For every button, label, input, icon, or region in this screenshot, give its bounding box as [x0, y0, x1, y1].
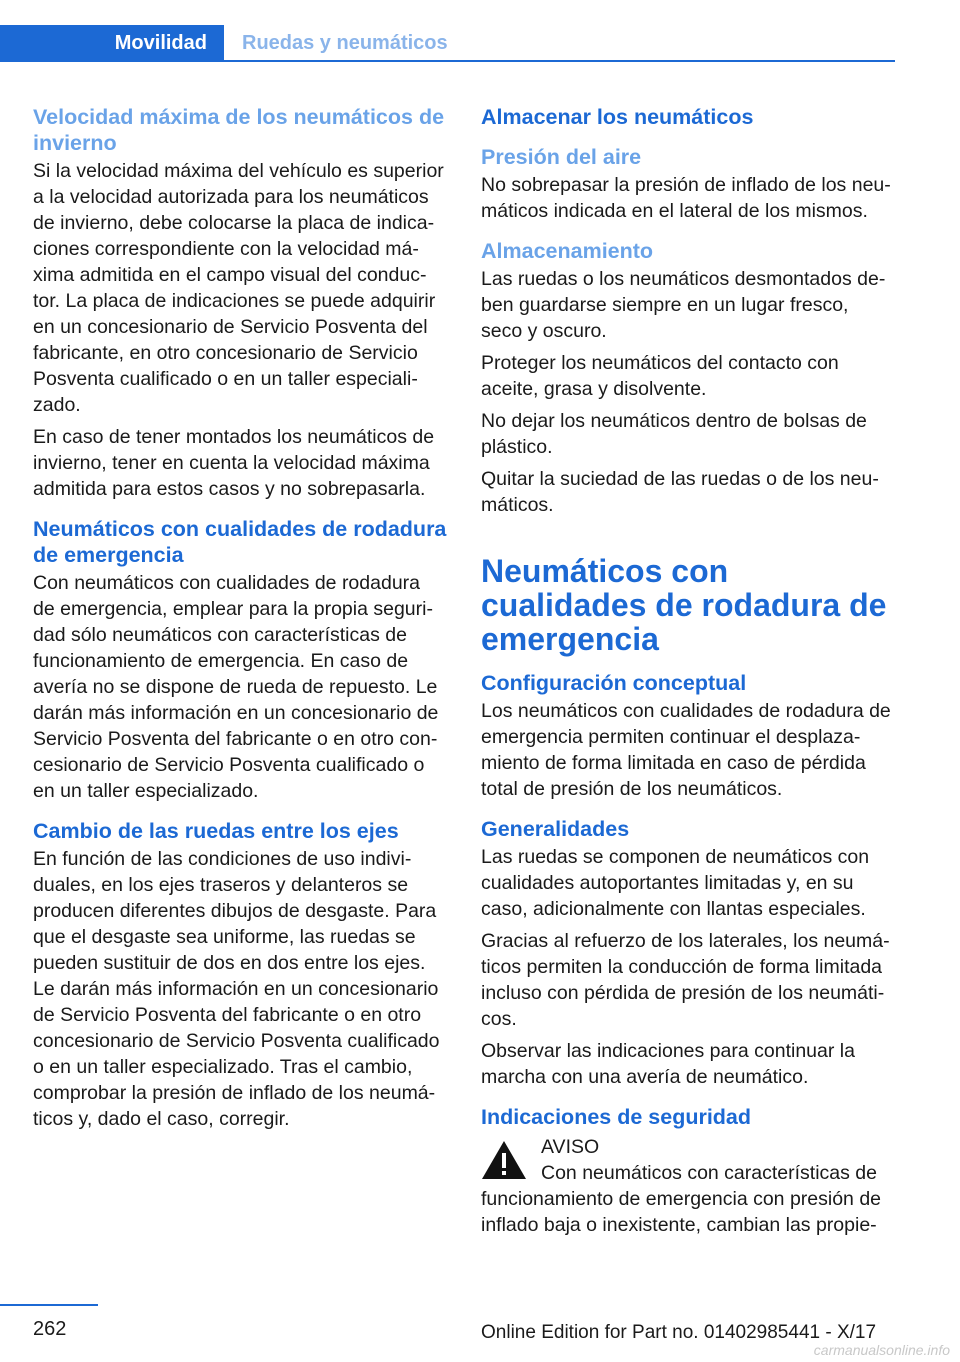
- paragraph-rotation: En función de las condiciones de uso individuales, en los ejes traseros y delanteros se producen diferentes dibujos de desgaste. Para que el desgaste sea uniforme, las ruedas se pueden sustituir de dos en dos entre los ejes. Le darán más información en un concesionario de Servicio Posventa del fabricante o en otro concesionario de Servicio Posventa cualificado o en un taller especializado. Tras el cambio, comprobar la presión de inflado de los neumáticos y, dado el caso, corregir.: [33, 848, 440, 1130]
- heading-concept: Configuración conceptual: [481, 671, 747, 695]
- heading-store-tires: Almacenar los neumáticos: [481, 105, 754, 129]
- tab-ruedas-neumaticos[interactable]: Ruedas y neumáticos: [242, 32, 448, 54]
- page-header: [0, 0, 960, 64]
- left-column: [33, 104, 447, 1138]
- warning-text: [541, 1134, 877, 1186]
- paragraph-winter-1: Si la velocidad máxima del vehículo es superior a la velocidad autorizada para los neumáticos de invierno, debe colocarse la placa de indicaciones correspondiente con la velocidad máxima admitida en el campo visual del conductor. La placa de indicaciones se puede adquirir en un concesionario de Servicio Posventa del fabricante, en otro concesionario de Servicio Posventa cualificado o en un taller especializado.: [33, 160, 444, 416]
- warning-text-continued: funcionamiento de emergencia con presión de inflado baja o inexistente, cambian las propie-: [481, 1188, 882, 1236]
- warning-text-line-1: Con neumáticos con características de: [541, 1162, 877, 1184]
- paragraph-concept: Los neumáticos con cualidades de rodadura de emergencia permiten continuar el desplazamiento de forma limitada en caso de pérdida total de presión de los neumáticos.: [481, 700, 891, 800]
- edition-note: Online Edition for Part no. 01402985441 - X/17: [481, 1322, 877, 1343]
- header-rule: [224, 60, 895, 62]
- paragraph-runflat: Con neumáticos con cualidades de rodadura de emergencia, emplear para la propia seguridad sólo neumáticos con características de funcionamiento de emergencia. En caso de avería no se dispone de rueda de repuesto. Le darán más información en un concesionario de Servicio Posventa del fabricante o en otro concesionario de Servicio Posventa cualificado o en un taller especializado.: [33, 572, 439, 802]
- paragraph-storage-2: Proteger los neumáticos del contacto con aceite, grasa y disolvente.: [481, 352, 839, 400]
- warning-label: AVISO: [541, 1136, 600, 1158]
- heading-winter-speed: Velocidad máxima de los neumáticos de invierno: [33, 105, 445, 155]
- tab-movilidad[interactable]: Movilidad: [0, 25, 224, 62]
- heading-storage: Almacenamiento: [481, 239, 654, 263]
- heading-air-pressure: Presión del aire: [481, 145, 642, 169]
- heading-wheel-rotation: Cambio de las ruedas entre los ejes: [33, 819, 399, 843]
- paragraph-storage-4: Quitar la suciedad de las ruedas o de los neumáticos.: [481, 468, 879, 516]
- footer-rule: [0, 1304, 98, 1306]
- heading-runflat-main: Neumáticos con cualidades de rodadura de emergencia: [481, 553, 887, 657]
- paragraph-pressure: No sobrepasar la presión de inflado de los neumáticos indicada en el lateral de los mismos.: [481, 174, 891, 222]
- paragraph-general-2: Gracias al refuerzo de los laterales, los neumáticos permiten la conducción de forma limitada incluso con pérdida de presión de los neumáticos.: [481, 930, 890, 1030]
- paragraph-storage-3: No dejar los neumáticos dentro de bolsas de plástico.: [481, 410, 867, 458]
- page-number: 262: [33, 1318, 67, 1340]
- warning-icon: [481, 1140, 527, 1180]
- heading-general: Generalidades: [481, 817, 630, 841]
- paragraph-general-1: Las ruedas se componen de neumáticos con cualidades autoportantes limitadas y, en su caso, adicionalmente con llantas especiales.: [481, 846, 870, 920]
- heading-safety: Indicaciones de seguridad: [481, 1105, 752, 1129]
- heading-runflat-tires: Neumáticos con cualidades de rodadura de emergencia: [33, 517, 447, 567]
- paragraph-general-3: Observar las indicaciones para continuar la marcha con una avería de neumático.: [481, 1040, 855, 1088]
- right-column: [481, 104, 895, 1244]
- watermark: carmanualsonline.info: [813, 1342, 950, 1358]
- warning-block: [481, 1134, 895, 1186]
- paragraph-winter-2: En caso de tener montados los neumáticos de invierno, tener en cuenta la velocidad máxima admitida para estos casos y no sobrepasarla.: [33, 426, 435, 500]
- paragraph-storage-1: Las ruedas o los neumáticos desmontados deben guardarse siempre en un lugar fresco, seco y oscuro.: [481, 268, 886, 342]
